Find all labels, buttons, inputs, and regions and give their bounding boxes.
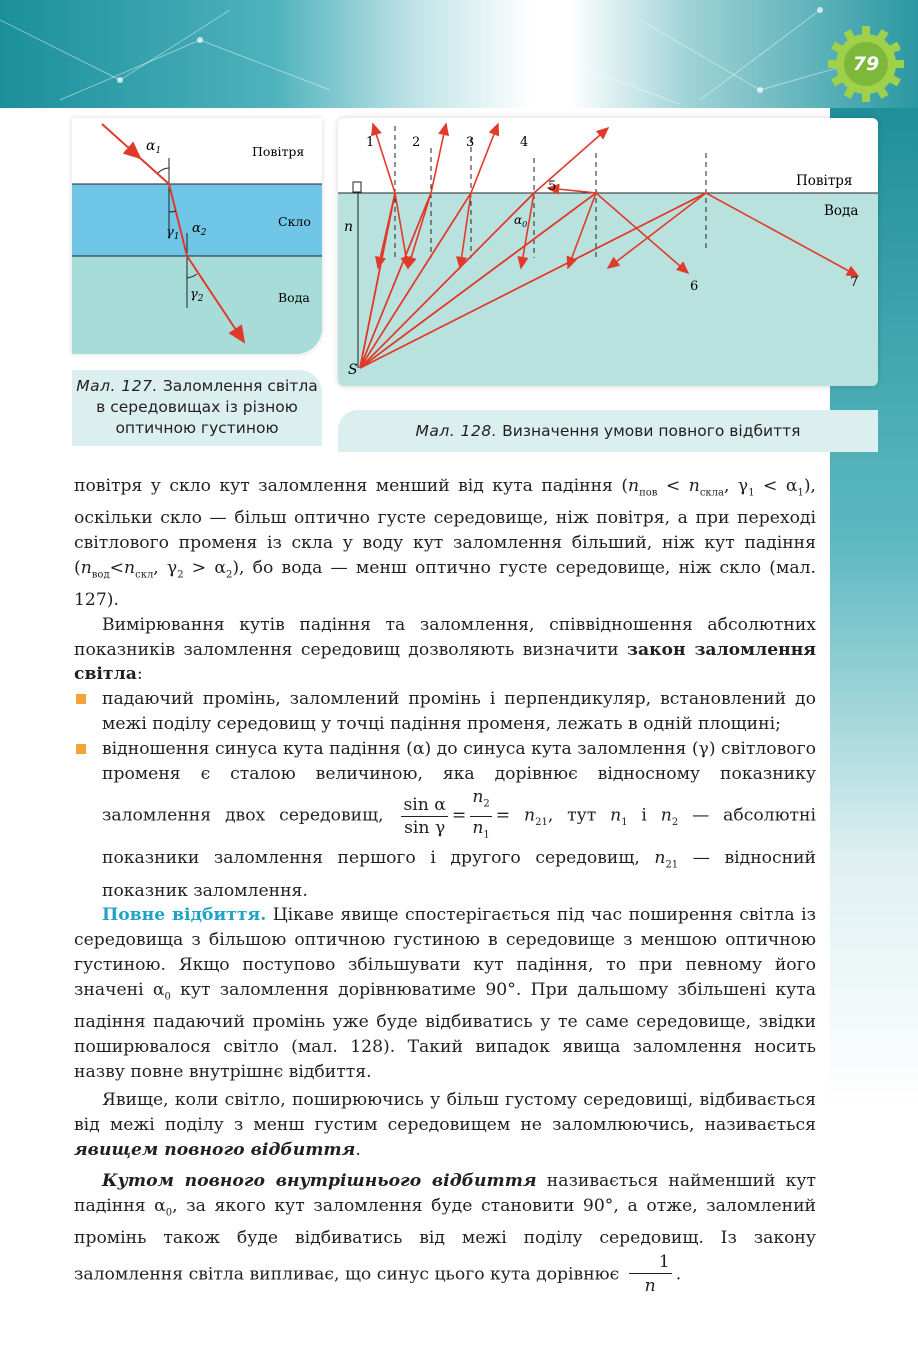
paragraph-3: Повне відбиття. Цікаве явище спостерігається під час поширення світла із середовища з більшою оптичною густиною в середовище з меншою оптичною густиною. Якщо поступово збільшувати кут падіння, то при певному його значені $\alpha_0$ кут заломлення дорівнюватиме 90°. При дальшому збільшені кута падіння падаючий промінь уже буде відбиватись у те саме середовище, звідки поширювалося світло (мал. 128). Такий випадок явища заломлення носить назву повне внутрішнє відбиття.	[74, 905, 816, 1082]
air-label: Повітря	[796, 173, 853, 189]
ray-label-7: 7	[850, 275, 859, 290]
total-reflection-diagram	[338, 118, 878, 386]
alpha0-label: $\alpha_0$	[514, 213, 528, 229]
body-text	[74, 474, 816, 1298]
list-item-2: відношення синуса кута падіння (α) до синуса кута заломлення (γ) світлового променя є сталою величиною, яка дорівнює відносному показнику заломлення двох середовищ, $\frac{\text{sin α}}{\text{sin γ}}$ = $\frac{n_2}{n_1}$ = $n_{21}$, тут $n_1$ і $n_2$ — абсолютні показники заломлення першого і другого середовищ, $n_{21}$ — відносний показник заломлення.	[74, 737, 816, 904]
glass-label: Скло	[278, 214, 311, 229]
gamma1-label: $\gamma_1$	[166, 225, 180, 242]
network-decoration	[0, 0, 918, 108]
page-number: 79	[852, 53, 880, 75]
list-item-1: падаючий промінь, заломлений промінь і перпендикуляр, встановлений до межі поділу середовищ у точці падіння променя, лежать в одній площині;	[74, 687, 816, 737]
paragraph-4: Явище, коли світло, поширюючись у більш густому середовищі, відбивається від межі поділу з менш густим середовищем не заломлюючись, називається явищем повного відбиття.	[74, 1090, 816, 1160]
alpha2-label: $\alpha_2$	[192, 221, 207, 238]
ray-label-5: 5	[548, 179, 557, 194]
alpha1-label: $\alpha_1$	[146, 138, 162, 156]
page-header-banner	[0, 0, 918, 108]
paragraph-5: Кутом повного внутрішнього відбиття називається найменший кут падіння $\alpha_0$, за якого кут заломлення буде становити 90°, а отже, заломлений промінь також буде відбиватись від межі поділу середовищ. Із закону заломлення світла випливає, що синус цього кута дорівнює $\frac{1}{n}$ .	[74, 1169, 816, 1299]
normal-label: n	[344, 219, 354, 235]
ray-label-1: 1	[366, 135, 375, 150]
figure-127	[72, 118, 322, 354]
water-label: Вода	[824, 203, 859, 219]
source-label: S	[348, 362, 358, 378]
refraction-diagram	[72, 118, 322, 354]
ray-label-3: 3	[466, 135, 475, 150]
one-over-n-fraction: $\frac{1}{n}$	[629, 1251, 672, 1299]
ray-label-6: 6	[690, 279, 699, 294]
water-label: Вода	[278, 290, 310, 305]
figure-128-caption: Мал. 128. Визначення умови повного відбиття	[338, 410, 878, 452]
n-ratio-fraction: $\frac{n_2}{n_1}$	[472, 787, 490, 841]
gamma2-label: $\gamma_2$	[190, 287, 204, 304]
sin-ratio-fraction: $\frac{\text{sin α}}{\text{sin γ}}$	[403, 794, 446, 838]
air-label: Повітря	[252, 144, 305, 159]
figure-127-caption: Мал. 127. Заломлення світла в середовищах із різною оптичною густиною	[72, 370, 322, 446]
ray-label-2: 2	[412, 135, 421, 150]
ray-label-4: 4	[520, 135, 529, 150]
paragraph-2: Вимірювання кутів падіння та заломлення, співвідношення абсолютних показників заломлення середовищ дозволяють визначити закон заломлення світла:	[74, 614, 816, 685]
paragraph-1: повітря у скло кут заломлення менший від кута падіння ($n_{пов} < n_{скла}$, $\gamma_1 < \alpha_1$), оскільки скло — більш оптично густе середовище, ніж повітря, а при переході світлового променя із скла у воду кут заломлення більший, ніж кут падіння ($n_{вод}<n_{скл}$, $\gamma_2 > \alpha_2$), бо вода — менш оптично густе середовище, ніж скло (мал. 127).	[74, 476, 817, 611]
figure-128	[338, 118, 878, 386]
